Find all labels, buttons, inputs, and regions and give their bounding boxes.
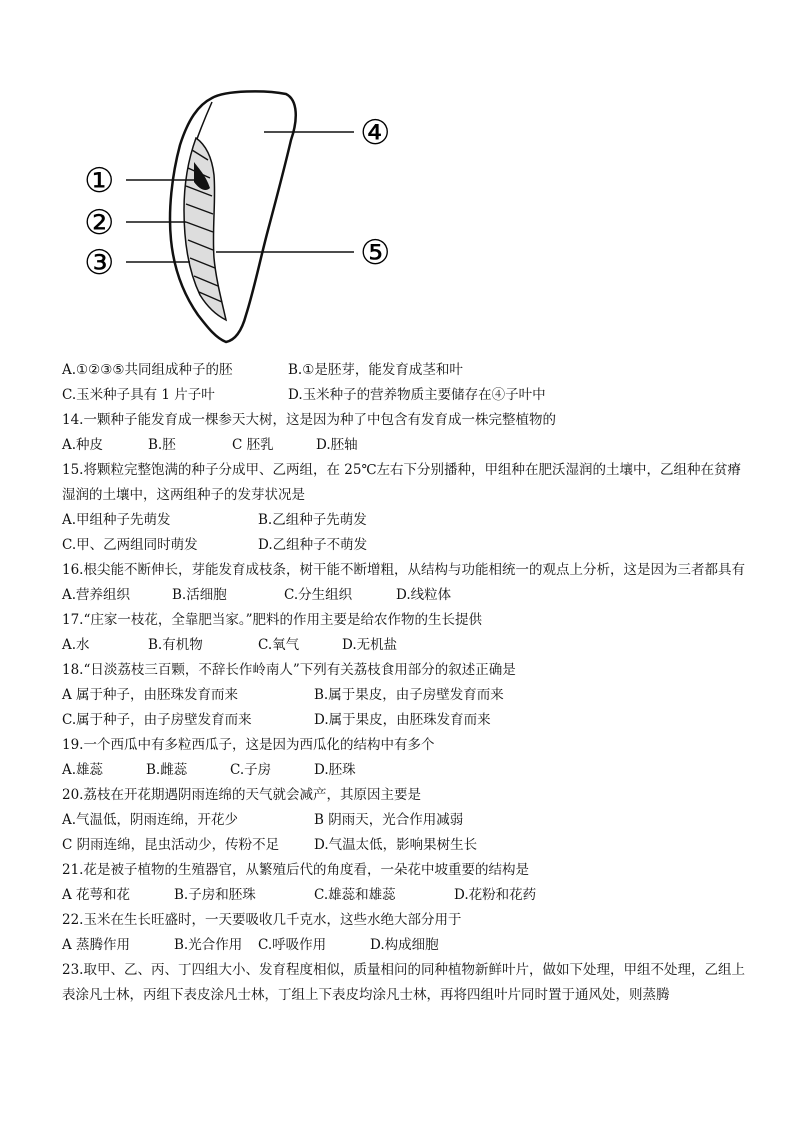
q22-options (62, 933, 752, 958)
q18-option-a: A 属于种子，由胚珠发育而来 (62, 687, 239, 703)
q20-options-row-1 (62, 808, 752, 833)
corn-seed-diagram (76, 80, 406, 345)
q22-option-d: D.构成细胞 (370, 937, 439, 953)
q13-option-d: D.玉米种子的营养物质主要储存在④子叶中 (288, 387, 546, 403)
q22-option-c: C.呼吸作用 (258, 937, 327, 953)
q14-option-d: D.胚轴 (316, 437, 358, 453)
q21-options (62, 883, 752, 908)
q14-stem: 14.一颗种子能发育成一棵参天大树，这是因为种了中包含有发育成一株完整植物的 (62, 412, 556, 428)
q19-option-b: B.雌蕊 (146, 762, 188, 778)
q16-option-a: A.营养组织 (62, 587, 131, 603)
q21-option-a: A 花萼和花 (62, 887, 131, 903)
q18-options-row-2 (62, 708, 752, 733)
label-5: ⑤ (360, 233, 391, 273)
label-3: ③ (84, 243, 115, 283)
q15-option-b: B.乙组种子先萌发 (258, 512, 367, 528)
q16-options (62, 583, 752, 608)
q15-options-row-1 (62, 508, 752, 533)
q18-stem: 18.“日淡荔枝三百颗，不辞长作岭南人”下列有关荔枝食用部分的叙述正确是 (62, 662, 516, 678)
q16-option-c: C.分生组织 (284, 587, 353, 603)
q20-options-row-2 (62, 833, 752, 858)
q21-option-c: C.雄蕊和雄蕊 (314, 887, 396, 903)
q15-option-d: D.乙组种子不萌发 (258, 537, 368, 553)
label-1: ① (84, 161, 115, 201)
q19-stem: 19.一个西瓜中有多粒西瓜子，这是因为西瓜化的结构中有多个 (62, 737, 435, 753)
q15-option-a: A.甲组种子先萌发 (62, 512, 171, 528)
q16-stem: 16.根尖能不断伸长，芽能发育成枝条，树干能不断增粗，从结构与功能相统一的观点上分析，这是因为三者都具有 (62, 562, 745, 578)
q22-option-a: A 蒸腾作用 (62, 937, 131, 953)
q17-options (62, 633, 752, 658)
q14-option-c: C 胚乳 (232, 437, 274, 453)
q22-option-b: B.光合作用 (174, 937, 243, 953)
label-2: ② (84, 203, 115, 243)
q18-option-b: B.属于果皮，由子房壁发育而来 (314, 687, 504, 703)
question-list (62, 358, 752, 1008)
q19-option-d: D.胚珠 (314, 762, 356, 778)
q13-options-row-1 (62, 358, 752, 383)
q19-option-a: A.雄蕊 (62, 762, 104, 778)
q16-option-b: B.活细胞 (172, 587, 227, 603)
q19-options (62, 758, 752, 783)
q20-option-b: B 阴雨天，光合作用减弱 (314, 812, 464, 828)
q14-option-b: B.胚 (148, 437, 176, 453)
q22-stem: 22.玉米在生长旺盛时，一天要吸收几千克水，这些水绝大部分用于 (62, 912, 462, 928)
q20-option-c: C 阴雨连绵，昆虫活动少，传粉不足 (62, 837, 280, 853)
q17-option-d: D.无机盐 (342, 637, 398, 653)
q17-option-c: C.氧气 (258, 637, 300, 653)
q23-stem: 23.取甲、乙、丙、丁四组大小、发育程度相似，质量相问的同种植物新鲜叶片，做如下处理，甲组不处理，乙组上表涂凡士林，丙组下表皮涂凡士林，丁组上下表皮均涂凡士林，再将四组叶片同时置于通风处，则蒸腾 (62, 962, 745, 1003)
q18-option-c: C.属于种子，由子房壁发育而来 (62, 712, 252, 728)
q20-option-a: A.气温低，阴雨连绵，开花少 (62, 812, 239, 828)
q13-option-a: A.①②③⑤共同组成种子的胚 (62, 362, 233, 378)
q21-stem: 21.花是被子植物的生殖器官，从繁殖后代的角度看，一朵花中坡重要的结构是 (62, 862, 529, 878)
q15-options-row-2 (62, 533, 752, 558)
q17-option-b: B.有机物 (148, 637, 203, 653)
q15-stem: 15.将颗粒完整饱满的种子分成甲、乙两组，在 25℃左右下分别播种，甲组种在肥沃湿润的土壤中，乙组种在贫瘠湿润的土壤中，这两组种子的发芽状况是 (62, 462, 742, 503)
q14-option-a: A.种皮 (62, 437, 104, 453)
q18-option-d: D.属于果皮，由胚珠发育而来 (314, 712, 491, 728)
q17-option-a: A.水 (62, 637, 90, 653)
q15-option-c: C.甲、乙两组同时萌发 (62, 537, 198, 553)
q20-option-d: D.气温太低，影响果树生长 (314, 837, 478, 853)
q20-stem: 20.荔枝在开花期遇阴雨连绵的天气就会减产，其原因主要是 (62, 787, 421, 803)
q13-option-c: C.玉米种子具有 1 片子叶 (62, 387, 215, 403)
q21-option-d: D.花粉和花药 (454, 887, 537, 903)
q18-options-row-1 (62, 683, 752, 708)
q17-stem: 17.“庄家一枝花，全靠肥当家。”肥料的作用主要是给农作物的生长提供 (62, 612, 483, 628)
q13-option-b: B.①是胚芽，能发育成茎和叶 (288, 362, 463, 378)
q14-options (62, 433, 752, 458)
q19-option-c: C.子房 (230, 762, 272, 778)
q21-option-b: B.子房和胚珠 (174, 887, 256, 903)
label-4: ④ (360, 113, 391, 153)
q16-option-d: D.线粒体 (396, 587, 452, 603)
q13-options-row-2 (62, 383, 752, 408)
